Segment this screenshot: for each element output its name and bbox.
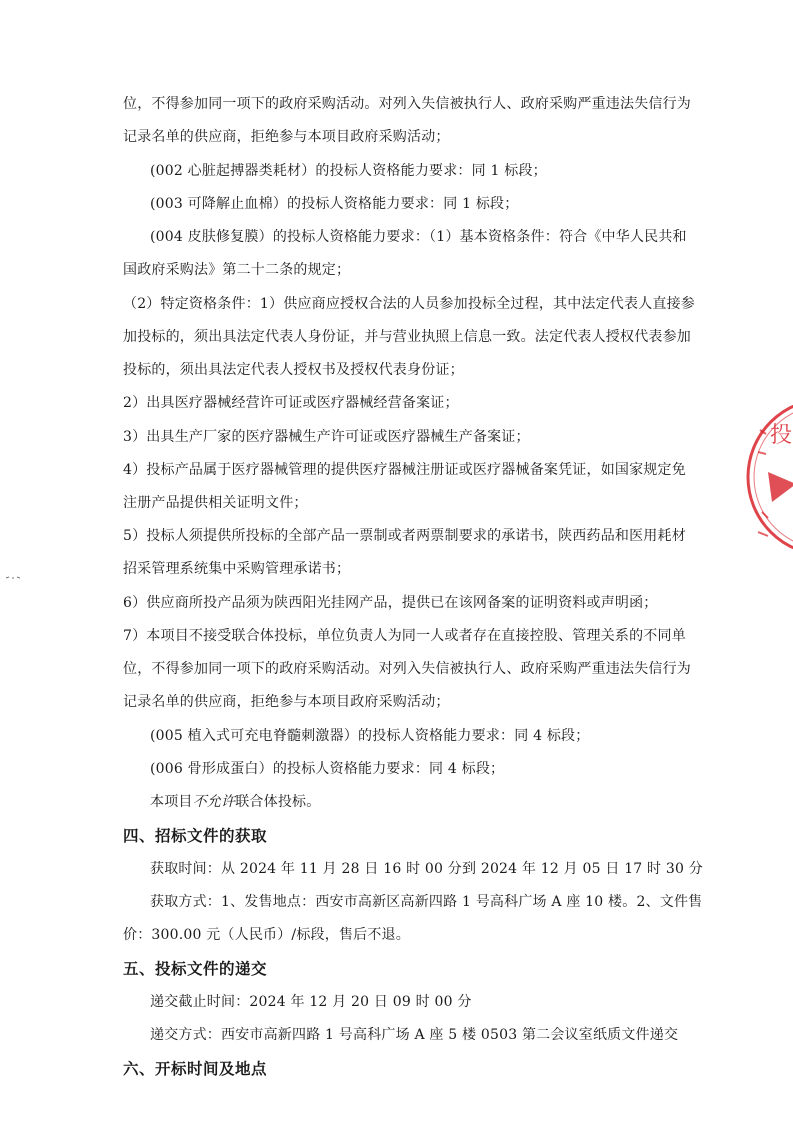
submission-deadline: 递交截止时间：2024 年 12 月 20 日 09 时 00 分 [150, 994, 472, 1010]
section-heading: 六、开标时间及地点 [123, 1060, 268, 1078]
section-heading: 四、招标文件的获取 [123, 827, 268, 845]
text-line: 位，不得参加同一项下的政府采购活动。对列入失信被执行人、政府采购严重违法失信行为 [123, 661, 691, 677]
text-line: 位，不得参加同一项下的政府采购活动。对列入失信被执行人、政府采购严重违法失信行为 [123, 96, 691, 112]
text-line: 注册产品提供相关证明文件； [123, 495, 308, 511]
section-heading: 五、投标文件的递交 [123, 960, 268, 978]
text-line: (005 植入式可充电脊髓刺激器）的投标人资格能力要求：同 4 标段； [150, 728, 590, 744]
submission-method: 递交方式：西安市高新四路 1 号高科广场 A 座 5 楼 0503 第二会议室纸质文件递交 [150, 1027, 679, 1043]
consortium-suffix: 联合体投标。 [235, 794, 321, 810]
text-line: 加投标的，须出具法定代表人身份证，并与营业执照上信息一致。法定代表人授权代表参加 [123, 329, 691, 345]
consortium-prefix: 本项目 [150, 794, 193, 810]
text-line: 投标的，须出具法定代表人授权书及授权代表身份证； [123, 362, 464, 378]
text-line: 国政府采购法》第二十二条的规定； [123, 262, 351, 278]
text-line: 记录名单的供应商，拒绝参与本项目政府采购活动； [123, 694, 450, 710]
text-line: 5）投标人须提供所投标的全部产品一票制或者两票制要求的承诺书，陕西药品和医用耗材 [123, 528, 686, 544]
text-line: (002 心脏起搏器类耗材）的投标人资格能力要求：同 1 标段； [150, 163, 547, 179]
text-line: 2）出具医疗器械经营许可证或医疗器械经营备案证； [123, 395, 459, 411]
text-line: 6）供应商所投产品须为陕西阳光挂网产品，提供已在该网备案的证明资料或声明函； [123, 595, 658, 611]
text-line: 4）投标产品属于医疗器械管理的提供医疗器械注册证或医疗器械备案凭证，如国家规定免 [123, 462, 686, 478]
text-line: 7）本项目不接受联合体投标，单位负责人为同一人或者存在直接控股、管理关系的不同单 [123, 628, 686, 644]
official-seal [738, 392, 793, 562]
consortium-emphasis: 不允许 [192, 794, 236, 810]
text-line: （2）特定资格条件：1）供应商应授权合法的人员参加投标全过程，其中法定代表人直接参 [123, 296, 696, 312]
acquisition-time: 获取时间：从 2024 年 11 月 28 日 16 时 00 分到 2024 年 12 月 05 日 17 时 30 分 [150, 861, 703, 877]
text-line: (003 可降解止血棉）的投标人资格能力要求：同 1 标段； [150, 196, 519, 212]
scan-artifact [5, 566, 27, 572]
acquisition-price: 价：300.00 元（人民币）/标段，售后不退。 [123, 927, 410, 943]
text-line: (006 骨形成蛋白）的投标人资格能力要求：同 4 标段； [150, 761, 505, 777]
acquisition-method: 获取方式：1、发售地点：西安市高新区高新四路 1 号高科广场 A 座 10 楼。2、文件售 [150, 894, 703, 910]
seal-text: 投 [770, 423, 793, 448]
text-line: 招采管理系统集中采购管理承诺书； [123, 561, 351, 577]
consortium-line [150, 793, 320, 811]
text-line: (004 皮肤修复膜）的投标人资格能力要求：（1）基本资格条件：符合《中华人民共和 [150, 229, 687, 245]
text-line: 3）出具生产厂家的医疗器械生产许可证或医疗器械生产备案证； [123, 429, 530, 445]
text-line: 记录名单的供应商，拒绝参与本项目政府采购活动； [123, 129, 450, 145]
